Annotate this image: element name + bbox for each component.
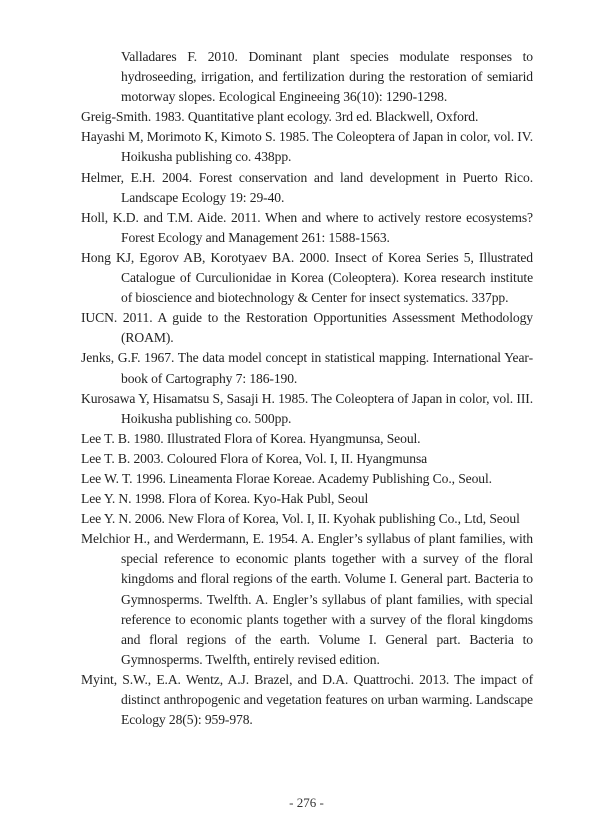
reference-entry: Hayashi M, Morimoto K, Kimoto S. 1985. The Coleoptera of Japan in color, vol. IV. Hoikusha publishing co. 438pp. (81, 129, 533, 165)
reference-entry: Hong KJ, Egorov AB, Korotyaev BA. 2000. Insect of Korea Series 5, Illustrated Catalogue of Curculionidae in Korea (Coleoptera). Korea research institute of bioscience and biotechnology & Center for insect systematics. 337pp. (81, 249, 533, 306)
reference-entry: Greig-Smith. 1983. Quantitative plant ecology. 3rd ed. Blackwell, Oxford. (81, 109, 479, 125)
reference-entry: Lee Y. N. 2006. New Flora of Korea, Vol. I, II. Kyohak publishing Co., Ltd, Seoul (81, 511, 520, 527)
reference-entry: Myint, S.W., E.A. Wentz, A.J. Brazel, and D.A. Quattrochi. 2013. The impact of distinct anthropogenic and vegetation features on urban warming. Landscape Ecology 28(5): 959-978. (81, 671, 533, 728)
page-number: - 276 - (289, 795, 324, 810)
reference-entry: Kurosawa Y, Hisamatsu S, Sasaji H. 1985. The Coleoptera of Japan in color, vol. III. Hoikusha publishing co. 500pp. (81, 390, 533, 426)
reference-entry: Lee T. B. 2003. Coloured Flora of Korea, Vol. I, II. Hyangmunsa (81, 450, 428, 466)
reference-entry: Helmer, E.H. 2004. Forest conservation and land development in Puerto Rico. Landscape Ecology 19: 29-40. (81, 169, 533, 205)
reference-list (81, 47, 533, 730)
reference-entry: IUCN. 2011. A guide to the Restoration Opportunities Assessment Methodology (ROAM). (81, 310, 533, 346)
reference-entry: Lee W. T. 1996. Lineamenta Florae Koreae. Academy Publishing Co., Seoul. (81, 470, 492, 486)
reference-entry: Holl, K.D. and T.M. Aide. 2011. When and where to actively restore ecosystems? Forest Ecology and Management 261: 1588-1563. (81, 209, 533, 245)
reference-entry: Valladares F. 2010. Dominant plant species modulate responses to hydroseeding, irrigation, and fertilization during the restoration of semiarid motorway slopes. Ecological Engineeing 36(10): 1290-1298. (121, 49, 533, 105)
reference-entry: Jenks, G.F. 1967. The data model concept in statistical mapping. International Year-book of Cartography 7: 186-190. (81, 350, 533, 386)
reference-entry: Melchior H., and Werdermann, E. 1954. A. Engler’s syllabus of plant families, with special reference to economic plants together with a survey of the floral kingdoms and floral regions of the earth. Volume I. General part. Bacteria to Gymnosperms. Twelfth. A. Engler’s syllabus of plant families, with special reference to economic plants together with a survey of the floral kingdoms and floral regions of the earth. Volume I. General part. Bacteria to Gymnosperms. Twelfth, entirely revised edition. (81, 531, 533, 667)
reference-entry: Lee T. B. 1980. Illustrated Flora of Korea. Hyangmunsa, Seoul. (81, 430, 421, 446)
reference-entry: Lee Y. N. 1998. Flora of Korea. Kyo-Hak Publ, Seoul (81, 491, 369, 507)
